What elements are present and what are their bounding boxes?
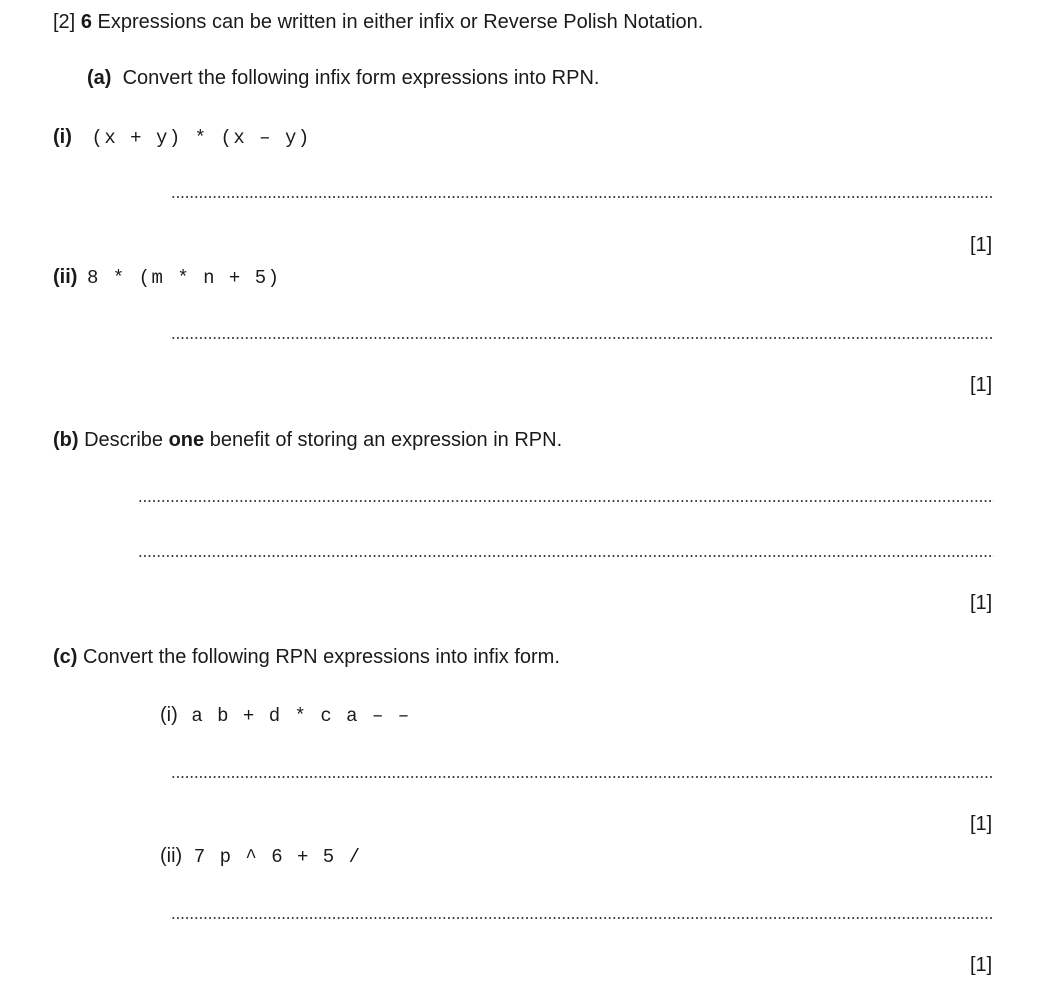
part-a-ii-label: (ii): [53, 266, 78, 288]
part-b-heading: [53, 428, 562, 452]
question-header: [53, 10, 703, 34]
mark-a-i: [1]: [970, 234, 993, 256]
part-a-i: [53, 125, 311, 150]
answer-line-c-ii[interactable]: [171, 917, 994, 919]
part-c-ii-expression: 7 p ^ 6 + 5 /: [193, 846, 362, 868]
part-a-text: Convert the following infix form expressions into RPN.: [122, 67, 600, 89]
answer-line-c-i[interactable]: [171, 776, 994, 778]
part-c-i: [160, 703, 411, 728]
part-c-text: Convert the following RPN expressions into infix form.: [83, 646, 560, 668]
answer-line-b-1[interactable]: [138, 500, 994, 502]
mark-b: [1]: [970, 592, 993, 614]
part-a-label: (a): [87, 67, 112, 89]
part-c-i-expression: a b + d * c a – –: [191, 705, 411, 727]
answer-line-a-i[interactable]: [171, 196, 994, 198]
question-marks: [2]: [53, 11, 76, 33]
part-c-ii: [160, 844, 362, 869]
part-b-text-bold: one: [168, 429, 205, 451]
part-a-ii-expression: 8 * (m * n + 5): [87, 267, 281, 289]
mark-a-ii: [1]: [970, 374, 993, 396]
question-intro: Expressions can be written in either infix or Reverse Polish Notation.: [97, 11, 704, 33]
part-b-text-after: benefit of storing an expression in RPN.: [204, 429, 563, 451]
mark-c-i: [1]: [970, 813, 993, 835]
part-a-ii: [53, 265, 281, 290]
part-a-heading: [87, 66, 599, 90]
part-b-label: (b): [53, 429, 79, 451]
part-a-i-label: (i): [53, 126, 72, 148]
part-a-i-expression: (x + y) * (x – y): [91, 127, 311, 149]
part-b-text-before: Describe: [84, 429, 169, 451]
part-c-i-label: (i): [160, 704, 178, 726]
part-c-label: (c): [53, 646, 78, 668]
part-c-heading: [53, 645, 560, 669]
answer-line-b-2[interactable]: [138, 555, 994, 557]
question-number: 6: [80, 11, 92, 33]
answer-line-a-ii[interactable]: [171, 337, 994, 339]
mark-c-ii: [1]: [970, 954, 993, 976]
part-c-ii-label: (ii): [160, 845, 183, 867]
